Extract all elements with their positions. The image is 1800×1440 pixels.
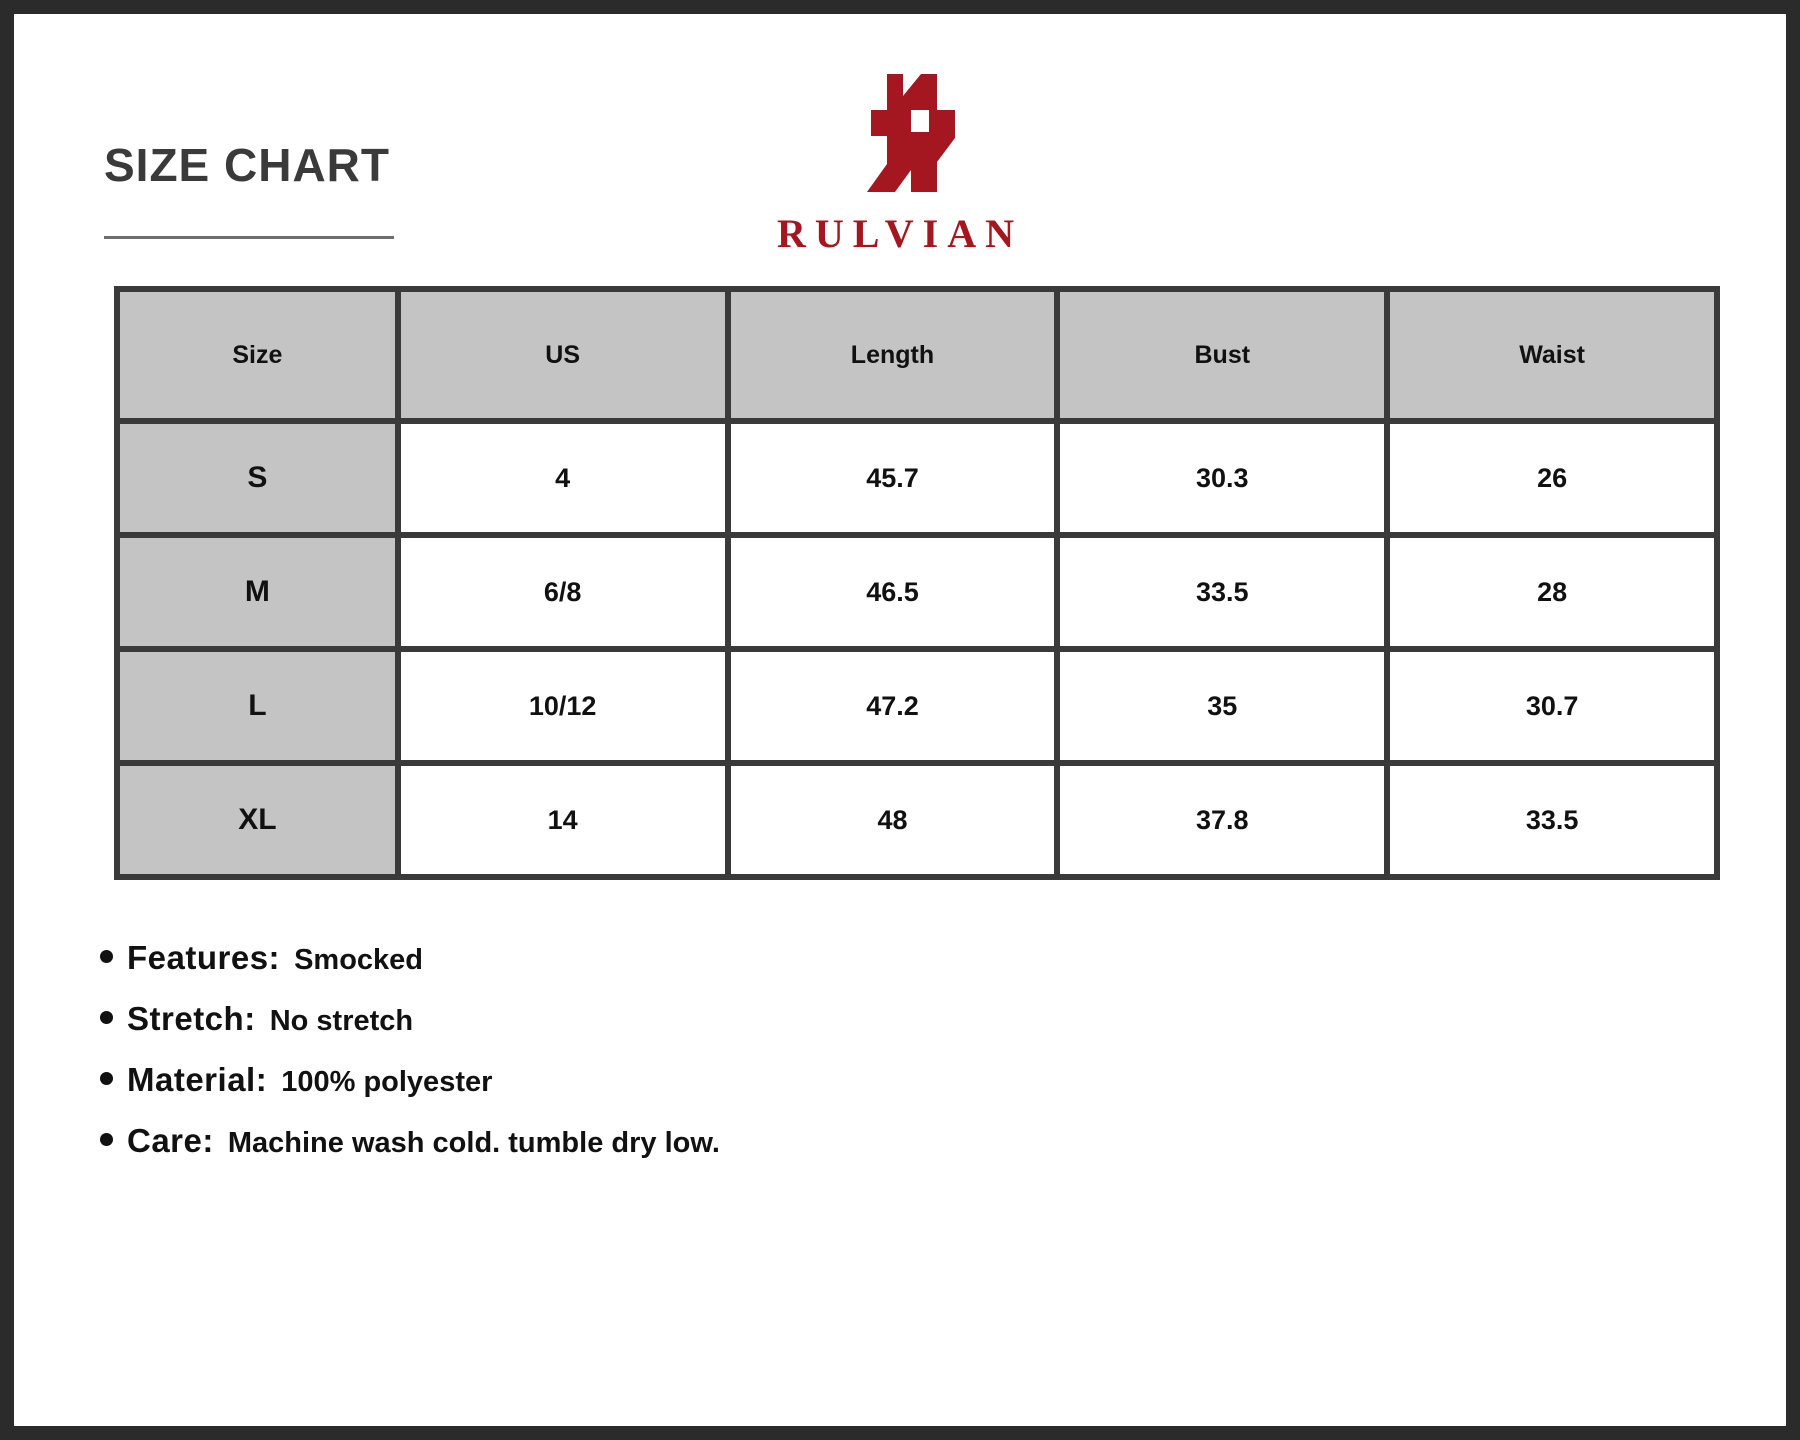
note-item-care: [100, 1122, 1600, 1160]
size-table: [114, 286, 1720, 880]
cell-waist: 30.7: [1390, 652, 1714, 760]
cell-size: XL: [120, 766, 395, 874]
header: [14, 14, 1786, 264]
note-value: No stretch: [269, 1005, 414, 1037]
page-title: SIZE CHART: [104, 139, 390, 191]
size-table-wrap: [114, 286, 1720, 880]
cell-bust: 37.8: [1060, 766, 1384, 874]
column-header-length: Length: [731, 292, 1055, 418]
note-item-stretch: [100, 1000, 1600, 1038]
column-header-bust: Bust: [1060, 292, 1384, 418]
cell-length: 46.5: [731, 538, 1055, 646]
note-value: 100% polyester: [281, 1066, 493, 1098]
cell-bust: 30.3: [1060, 424, 1384, 532]
table-header-row: [120, 292, 1714, 418]
title-block: [104, 139, 394, 239]
table-row: [120, 652, 1714, 760]
brand-wordmark: RULVIAN: [776, 211, 1024, 256]
cell-waist: 26: [1390, 424, 1714, 532]
table-header: [120, 292, 1714, 418]
cell-bust: 33.5: [1060, 538, 1384, 646]
note-label: Features:: [127, 939, 281, 976]
bullet-icon: [100, 1072, 113, 1085]
note-item-features: [100, 939, 1600, 977]
cell-waist: 28: [1390, 538, 1714, 646]
cell-us: 10/12: [401, 652, 725, 760]
column-header-us: US: [401, 292, 725, 418]
cell-length: 47.2: [731, 652, 1055, 760]
bullet-icon: [100, 1133, 113, 1146]
cell-bust: 35: [1060, 652, 1384, 760]
product-notes: [100, 939, 1600, 1183]
note-value: Machine wash cold. tumble dry low.: [227, 1127, 720, 1159]
brand-logo: [777, 66, 1023, 257]
column-header-waist: Waist: [1390, 292, 1714, 418]
title-underline: [104, 236, 394, 239]
cell-size: S: [120, 424, 395, 532]
table-row: [120, 766, 1714, 874]
cell-us: 14: [401, 766, 725, 874]
cell-length: 45.7: [731, 424, 1055, 532]
cell-us: 4: [401, 424, 725, 532]
table-row: [120, 424, 1714, 532]
cell-size: L: [120, 652, 395, 760]
cell-us: 6/8: [401, 538, 725, 646]
note-label: Stretch:: [127, 1000, 256, 1037]
bullet-icon: [100, 950, 113, 963]
cell-length: 48: [731, 766, 1055, 874]
column-header-size: Size: [120, 292, 395, 418]
cell-waist: 33.5: [1390, 766, 1714, 874]
cell-size: M: [120, 538, 395, 646]
note-label: Material:: [127, 1061, 268, 1098]
page-inner: [14, 14, 1786, 1426]
bullet-icon: [100, 1011, 113, 1024]
note-value: Smocked: [294, 944, 424, 976]
rulvian-logo-icon: [825, 66, 975, 206]
table-row: [120, 538, 1714, 646]
note-label: Care:: [127, 1122, 214, 1159]
table-body: [120, 424, 1714, 874]
note-item-material: [100, 1061, 1600, 1099]
